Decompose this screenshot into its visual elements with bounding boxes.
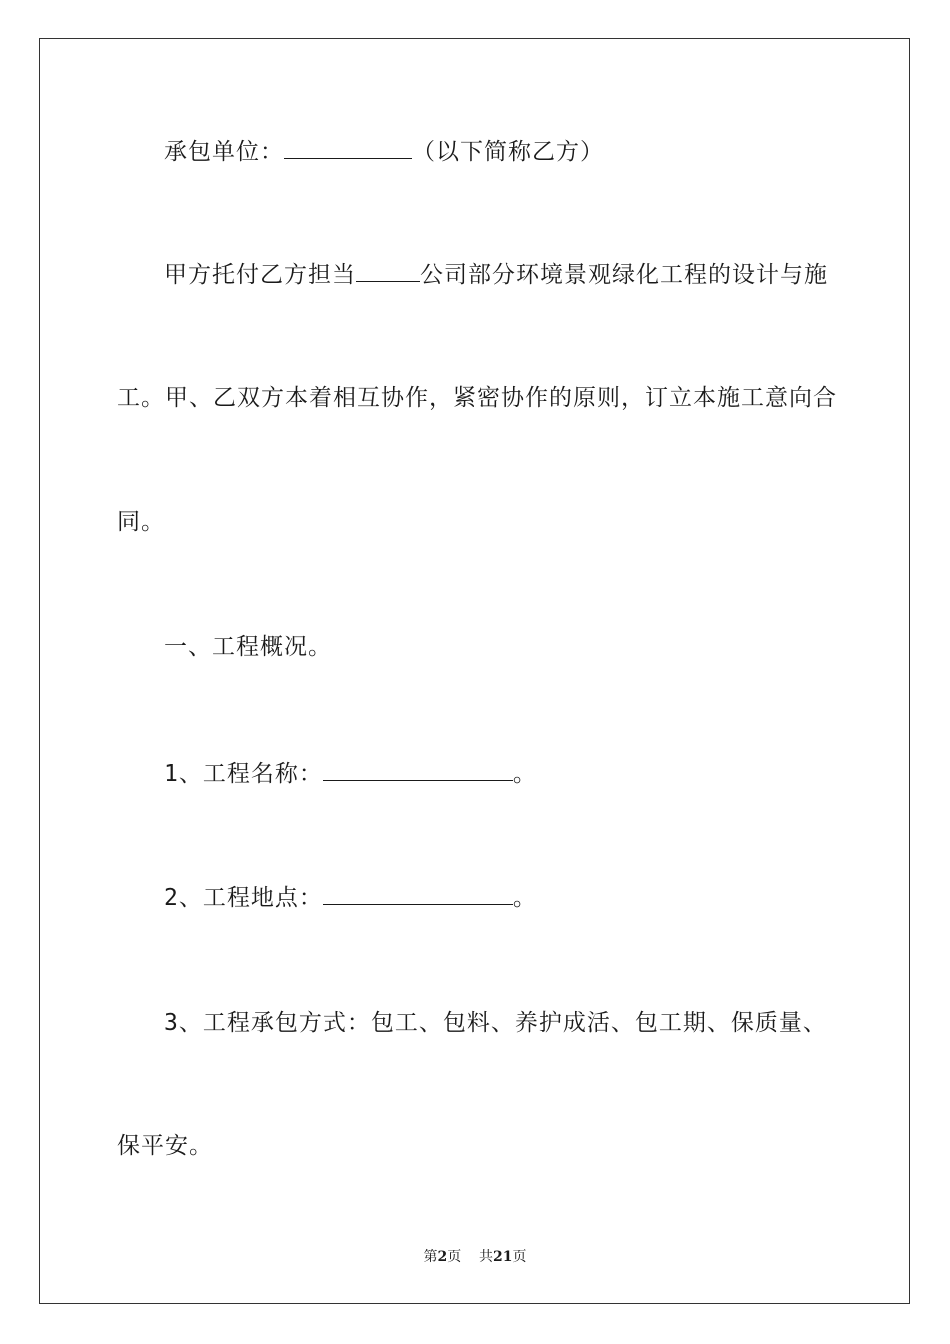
paragraph-intro-line2: 工。甲、乙双方本着相互协作，紧密协作的原则，订立本施工意向合: [117, 385, 837, 411]
company-blank: [356, 259, 420, 282]
intro-text-start: 甲方托付乙方担当: [164, 262, 356, 288]
page-footer: [0, 1248, 950, 1266]
project-name-blank: [323, 758, 513, 781]
paragraph-contractor: [164, 136, 950, 167]
item-contract-method-line2: 保平安。: [117, 1133, 213, 1159]
project-name-label: 1、工程名称：: [164, 761, 323, 787]
project-location-label: 2、工程地点：: [164, 885, 323, 911]
footer-page-suffix: 页: [447, 1249, 462, 1265]
intro-text-end: 公司部分环境景观绿化工程的设计与施: [420, 262, 828, 288]
contractor-blank: [284, 136, 412, 159]
paragraph-intro-line3: 同。: [117, 509, 165, 535]
item-contract-method-line1: 3、工程承包方式：包工、包料、养护成活、包工期、保质量、: [164, 1010, 827, 1036]
footer-total-prefix: 共: [479, 1249, 494, 1265]
item-project-name: [164, 758, 950, 789]
project-location-end: 。: [512, 885, 537, 911]
contractor-label: 承包单位：: [164, 139, 284, 165]
footer-page-prefix: 第: [423, 1249, 438, 1265]
footer-total-suffix: 页: [512, 1249, 527, 1265]
project-name-end: 。: [512, 761, 537, 787]
paragraph-intro-line1: [164, 259, 950, 290]
project-location-blank: [323, 882, 513, 905]
contractor-note: （以下简称乙方）: [412, 139, 604, 165]
section-heading: 一、工程概况。: [164, 634, 332, 660]
footer-page-number: 2: [437, 1249, 448, 1265]
footer-total-pages: 21: [493, 1249, 513, 1265]
item-project-location: [164, 882, 950, 913]
page-border: [39, 38, 910, 1304]
